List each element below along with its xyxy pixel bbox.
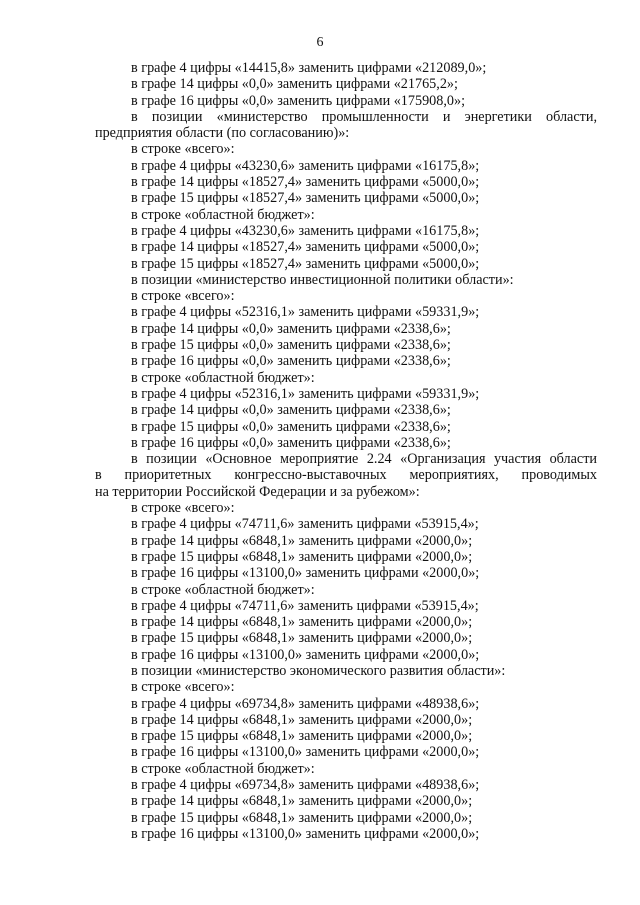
text-line: в графе 15 цифры «18527,4» заменить цифрами «5000,0»; <box>131 255 480 272</box>
text-line: в позиции «министерство экономического развития области»: <box>131 662 506 679</box>
text-line: на территории Российской Федерации и за рубежом»: <box>95 483 420 500</box>
text-line: в графе 15 цифры «6848,1» заменить цифрами «2000,0»; <box>131 548 473 565</box>
text-line: в графе 14 цифры «18527,4» заменить цифрами «5000,0»; <box>131 174 480 191</box>
text-line: в графе 4 цифры «43230,6» заменить цифрами «16175,8»; <box>131 157 480 174</box>
text-line: в строке «областной бюджет»: <box>131 581 315 598</box>
text-line: в графе 14 цифры «6848,1» заменить цифрами «2000,0»; <box>131 711 473 728</box>
text-line: в графе 4 цифры «14415,8» заменить цифрами «212089,0»; <box>131 60 487 76</box>
text-line: в графе 14 цифры «6848,1» заменить цифрами «2000,0»; <box>131 614 473 631</box>
text-line: в графе 14 цифры «6848,1» заменить цифрами «2000,0»; <box>131 793 473 810</box>
text-line: в графе 15 цифры «6848,1» заменить цифрами «2000,0»; <box>131 728 473 745</box>
text-line: в графе 4 цифры «69734,8» заменить цифрами «48938,6»; <box>131 695 480 712</box>
text-line: в графе 14 цифры «0,0» заменить цифрами «21765,2»; <box>131 76 458 93</box>
text-line: в графе 16 цифры «13100,0» заменить цифрами «2000,0»; <box>131 744 480 761</box>
text-line: в графе 16 цифры «13100,0» заменить цифрами «2000,0»; <box>131 646 480 663</box>
text-line: в графе 15 цифры «0,0» заменить цифрами «2338,6»; <box>131 418 451 435</box>
text-line: в приоритетных конгрессно-выставочных мероприятиях, проводимых <box>95 467 597 484</box>
text-line: в графе 14 цифры «6848,1» заменить цифрами «2000,0»; <box>131 532 473 549</box>
text-line: в позиции «министерство промышленности и энергетики области, <box>131 108 597 125</box>
text-line: в строке «областной бюджет»: <box>131 369 315 386</box>
text-line: в графе 16 цифры «0,0» заменить цифрами «175908,0»; <box>131 92 466 109</box>
text-line: в графе 16 цифры «0,0» заменить цифрами «2338,6»; <box>131 434 451 451</box>
text-line: в графе 4 цифры «69734,8» заменить цифрами «48938,6»; <box>131 777 480 794</box>
text-line: предприятия области (по согласованию)»: <box>95 125 350 142</box>
text-line: в графе 16 цифры «13100,0» заменить цифрами «2000,0»; <box>131 565 480 582</box>
text-line: в позиции «Основное мероприятие 2.24 «Организация участия области <box>131 451 597 468</box>
text-line: в графе 4 цифры «74711,6» заменить цифрами «53915,4»; <box>131 516 479 533</box>
text-line: в графе 16 цифры «0,0» заменить цифрами «2338,6»; <box>131 353 451 370</box>
text-line: в графе 4 цифры «74711,6» заменить цифрами «53915,4»; <box>131 597 479 614</box>
text-line: в графе 15 цифры «6848,1» заменить цифрами «2000,0»; <box>131 630 473 647</box>
text-line: в строке «всего»: <box>131 679 235 696</box>
page-number: 6 <box>316 35 324 50</box>
text-line: в позиции «министерство инвестиционной политики области»: <box>131 271 514 288</box>
text-line: в графе 15 цифры «18527,4» заменить цифрами «5000,0»; <box>131 190 480 207</box>
text-line: в строке «всего»: <box>131 288 235 305</box>
text-line: в строке «всего»: <box>131 500 235 517</box>
text-line: в графе 4 цифры «52316,1» заменить цифрами «59331,9»; <box>131 385 480 402</box>
text-line: в графе 16 цифры «13100,0» заменить цифрами «2000,0»; <box>131 825 480 842</box>
text-line: в графе 4 цифры «43230,6» заменить цифрами «16175,8»; <box>131 222 480 239</box>
text-line: в графе 14 цифры «0,0» заменить цифрами «2338,6»; <box>131 320 451 337</box>
document-body <box>95 60 597 842</box>
text-line: в графе 14 цифры «0,0» заменить цифрами «2338,6»; <box>131 402 451 419</box>
text-line: в графе 14 цифры «18527,4» заменить цифрами «5000,0»; <box>131 239 480 256</box>
text-line: в графе 15 цифры «6848,1» заменить цифрами «2000,0»; <box>131 809 473 826</box>
text-line: в строке «областной бюджет»: <box>131 206 315 223</box>
text-line: в графе 4 цифры «52316,1» заменить цифрами «59331,9»; <box>131 304 480 321</box>
text-line: в графе 15 цифры «0,0» заменить цифрами «2338,6»; <box>131 337 451 354</box>
text-line: в строке «всего»: <box>131 141 235 158</box>
text-line: в строке «областной бюджет»: <box>131 760 315 777</box>
